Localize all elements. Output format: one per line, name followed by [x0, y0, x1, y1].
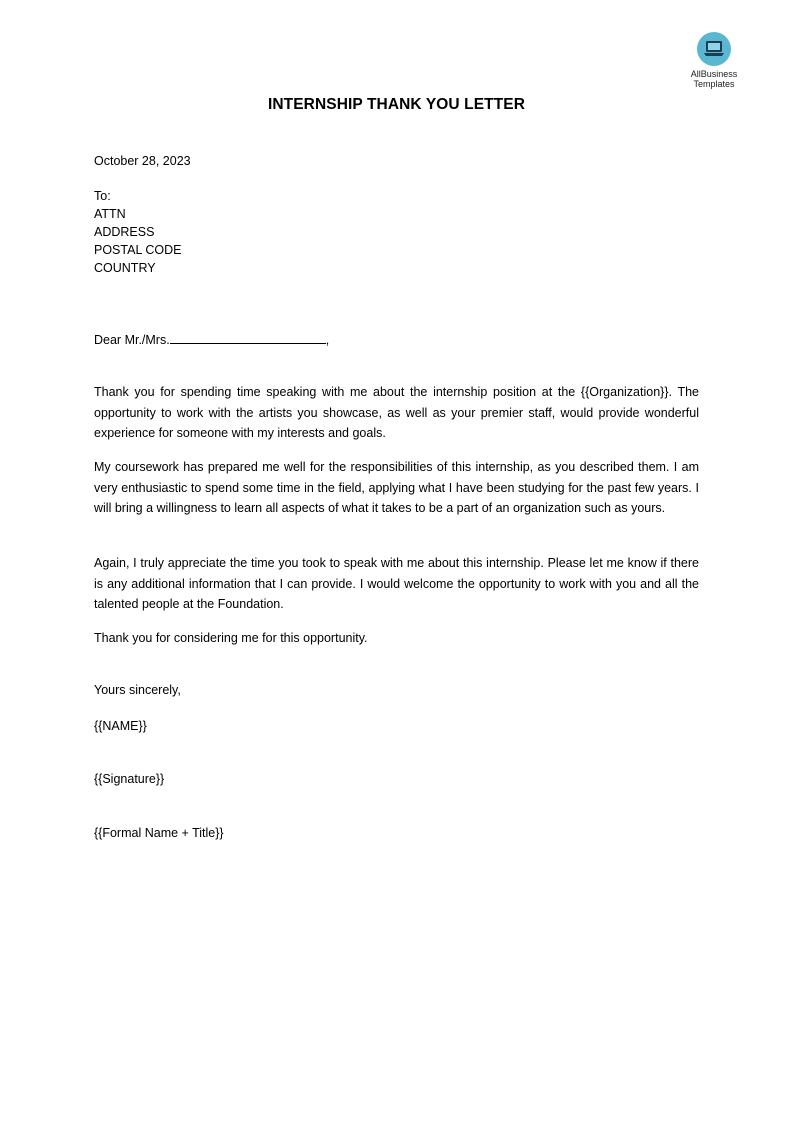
body-paragraph-2: My coursework has prepared me well for the responsibilities of this internship, as you described them. I am very enthusiastic to spend some time in the field, applying what I have been studying for the past few years. I will bring a willingness to learn all aspects of what it takes to be a part of an organization such as yours.: [94, 460, 699, 516]
salutation-name-blank: [170, 330, 326, 344]
recipient-address-line: ADDRESS: [94, 225, 155, 239]
salutation-prefix: Dear Mr./Mrs.: [94, 333, 170, 347]
recipient-postal-code: POSTAL CODE: [94, 243, 182, 257]
recipient-country: COUNTRY: [94, 261, 156, 275]
body-paragraph-3: Again, I truly appreciate the time you took to speak with me about this internship. Please let me know if there is any additional information that I can provide. I would welcome the opportunity to work with you and all the talented people at the Foundation.: [94, 556, 699, 612]
sender-signature: {{Signature}}: [94, 772, 165, 786]
closing: Yours sincerely,: [94, 683, 181, 697]
logo-line-2: Templates: [693, 79, 735, 89]
sender-formal-name: {{Formal Name + Title}}: [94, 826, 224, 840]
body-paragraph-1: Thank you for spending time speaking with me about the internship position at the {{Organization}}. The opportunity to work with the artists you showcase, as well as your premier staff, would provide wonderful experience for someone with my interests and goals.: [94, 385, 699, 441]
logo-line-1: AllBusiness: [690, 69, 738, 79]
salutation-suffix: ,: [325, 333, 330, 347]
salutation: [94, 330, 329, 349]
brand-logo: [678, 32, 750, 89]
sender-name: {{NAME}}: [94, 719, 147, 733]
letter-title: INTERNSHIP THANK YOU LETTER: [267, 96, 526, 113]
letter-date: October 28, 2023: [94, 154, 191, 168]
recipient-address: [94, 187, 182, 277]
logo-text: [678, 69, 750, 89]
body-paragraph-4: Thank you for considering me for this opportunity.: [94, 631, 368, 645]
recipient-to: To:: [94, 189, 111, 203]
recipient-attn: ATTN: [94, 207, 126, 221]
laptop-icon: [697, 32, 731, 66]
